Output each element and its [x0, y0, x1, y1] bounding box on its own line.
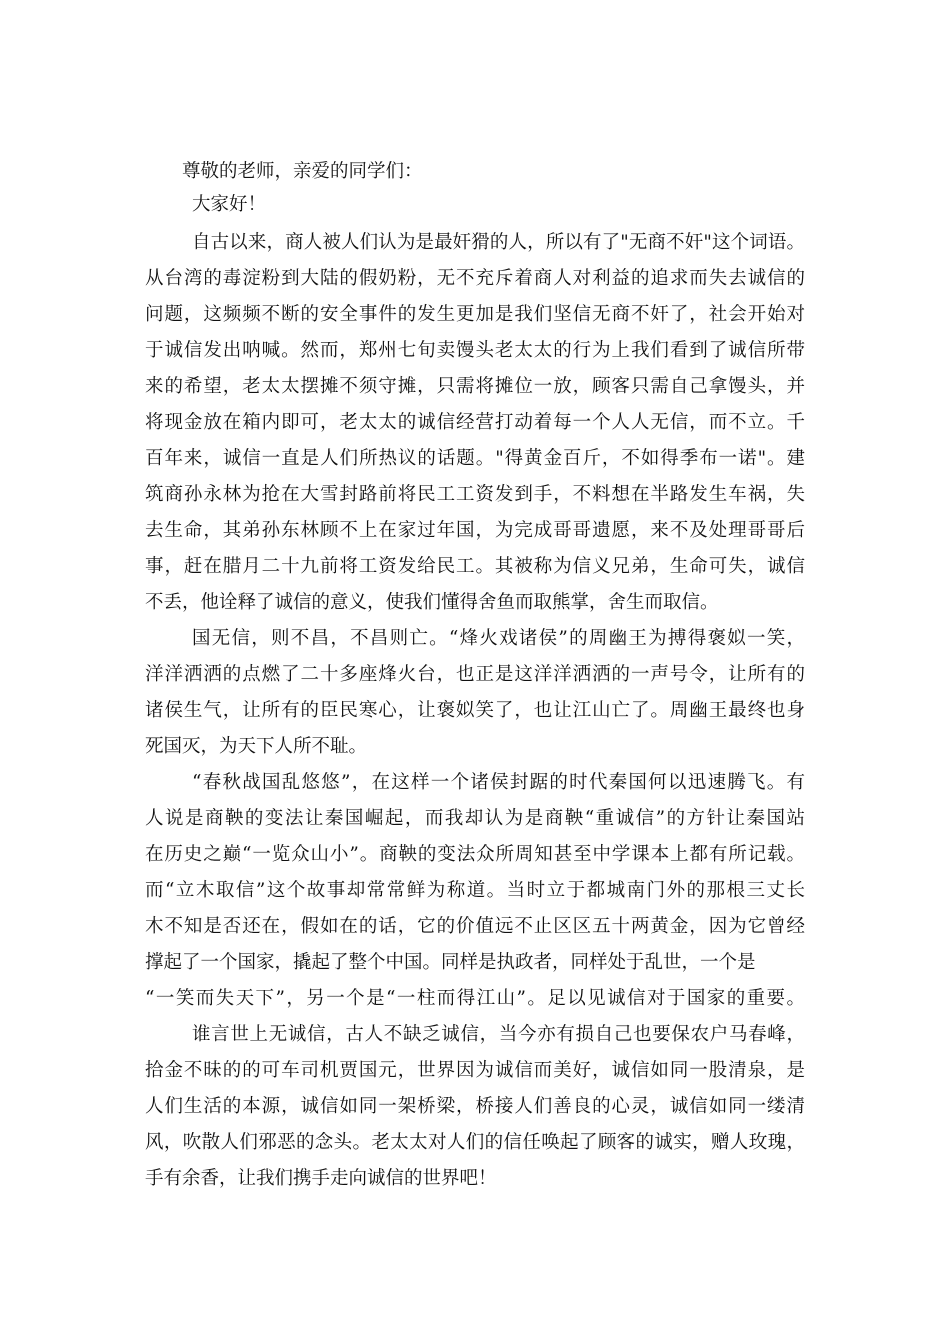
paragraph-1-line-6: 将现金放在箱内即可，老太太的诚信经营打动着每一个人人无信，而不立。千 — [145, 412, 805, 433]
paragraph-1-line-10: 事，赶在腊月二十九前将工资发给民工。其被称为信义兄弟，生命可失，诚信 — [145, 556, 805, 577]
paragraph-4-line-4: 风，吹散人们邪恶的念头。老太太对人们的信任唤起了顾客的诚实，赠人玫瑰， — [145, 1132, 805, 1153]
paragraph-2-line-1: 国无信，则不昌，不昌则亡。“烽火戏诸侯”的周幽王为搏得褒姒一笑， — [192, 628, 805, 649]
paragraph-1-line-11: 不丢，他诠释了诚信的意义，使我们懂得舍鱼而取熊掌，舍生而取信。 — [145, 592, 719, 613]
paragraph-1-line-3: 问题，这频频不断的安全事件的发生更加是我们坚信无商不奸了，社会开始对 — [145, 304, 805, 325]
paragraph-3-line-5: 木不知是否还在，假如在的话，它的价值远不止区区五十两黄金，因为它曾经 — [145, 916, 805, 937]
salutation-line: 尊敬的老师，亲爱的同学们： — [182, 161, 423, 182]
paragraph-3-line-7: “一笑而失天下”，另一个是“一柱而得江山”。足以见诚信对于国家的重要。 — [145, 988, 805, 1009]
paragraph-1-line-8: 筑商孙永林为抢在大雪封路前将民工工资发到手，不料想在半路发生车祸，失 — [145, 484, 805, 505]
paragraph-2-line-2: 洋洋洒洒的点燃了二十多座烽火台，也正是这洋洋洒洒的一声号令，让所有的 — [145, 664, 805, 685]
paragraph-1-line-2: 从台湾的毒淀粉到大陆的假奶粉，无不充斥着商人对利益的追求而失去诚信的 — [145, 268, 805, 289]
paragraph-3-line-2: 人说是商鞅的变法让秦国崛起，而我却认为是商鞅“重诚信”的方针让秦国站 — [145, 808, 805, 829]
paragraph-1-line-4: 于诚信发出呐喊。然而，郑州七旬卖馒头老太太的行为上我们看到了诚信所带 — [145, 340, 805, 361]
paragraph-4-line-5: 手有余香，让我们携手走向诚信的世界吧！ — [145, 1168, 497, 1189]
paragraph-2-line-3: 诸侯生气，让所有的臣民寒心，让褒姒笑了，也让江山亡了。周幽王最终也身 — [145, 700, 805, 721]
paragraph-1-line-9: 去生命，其弟孙东林顾不上在家过年国，为完成哥哥遗愿，来不及处理哥哥后 — [145, 520, 805, 541]
paragraph-4-line-1: 谁言世上无诚信，古人不缺乏诚信，当今亦有损自己也要保农户马春峰， — [192, 1024, 805, 1045]
paragraph-1-line-5: 来的希望，老太太摆摊不须守摊，只需将摊位一放，顾客只需自己拿馒头，并 — [145, 376, 805, 397]
paragraph-3-line-6: 撑起了一个国家，撬起了整个中国。同样是执政者，同样处于乱世，一个是 — [145, 952, 756, 973]
paragraph-3-line-1: “春秋战国乱悠悠”，在这样一个诸侯封踞的时代秦国何以迅速腾飞。有 — [192, 772, 805, 793]
paragraph-1-line-1: 自古以来，商人被人们认为是最奸猾的人，所以有了"无商不奸"这个词语。 — [192, 232, 805, 253]
paragraph-2-line-4: 死国灭，为天下人所不耻。 — [145, 736, 368, 757]
paragraph-4-line-2: 拾金不昧的的可车司机贾国元，世界因为诚信而美好，诚信如同一股清泉，是 — [145, 1060, 805, 1081]
greeting-line: 大家好！ — [192, 194, 267, 215]
paragraph-4-line-3: 人们生活的本源，诚信如同一架桥梁，桥接人们善良的心灵，诚信如同一缕清 — [145, 1096, 805, 1117]
paragraph-1-line-7: 百年来，诚信一直是人们所热议的话题。"得黄金百斤，不如得季布一诺"。建 — [145, 448, 805, 469]
paragraph-3-line-4: 而“立木取信”这个故事却常常鲜为称道。当时立于都城南门外的那根三丈长 — [145, 880, 805, 901]
paragraph-3-line-3: 在历史之巅“一览众山小”。商鞅的变法众所周知甚至中学课本上都有所记载。 — [145, 844, 805, 865]
